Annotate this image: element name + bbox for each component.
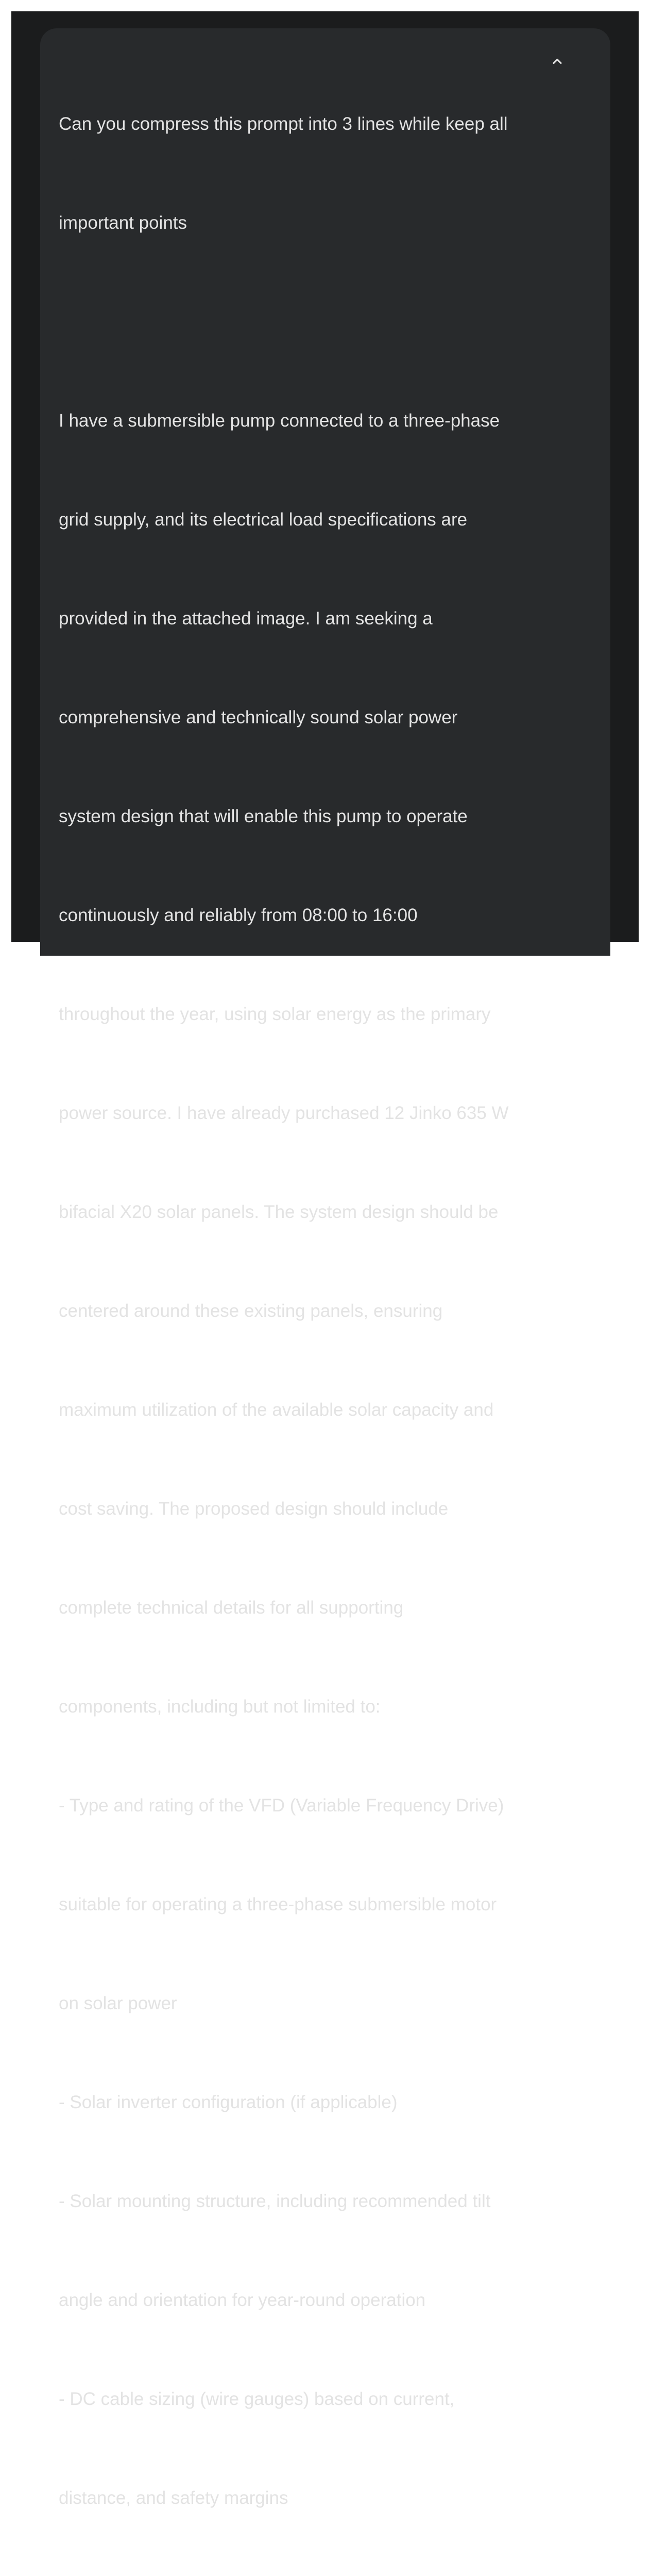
- message-line: distance, and safety margins: [59, 2488, 288, 2508]
- message-line: cost saving. The proposed design should include: [59, 1499, 449, 1519]
- message-line: important points: [59, 213, 187, 233]
- message-line: maximum utilization of the available solar capacity and: [59, 1400, 494, 1420]
- message-line: throughout the year, using solar energy as the primary: [59, 1004, 491, 1024]
- chat-window: [11, 11, 639, 2508]
- message-line: centered around these existing panels, ensuring: [59, 1301, 443, 1321]
- message-line: comprehensive and technically sound solar power: [59, 707, 458, 727]
- message-line: provided in the attached image. I am seeking a: [59, 608, 433, 629]
- message-line: - Solar mounting structure, including recommended tilt: [59, 2191, 491, 2211]
- user-message-bubble: [40, 28, 610, 2508]
- message-line: angle and orientation for year-round operation: [59, 2290, 426, 2310]
- message-line: bifacial X20 solar panels. The system design should be: [59, 1202, 499, 1222]
- message-line: components, including but not limited to:: [59, 1697, 381, 1717]
- message-line: I have a submersible pump connected to a three-phase: [59, 411, 500, 431]
- message-line: grid supply, and its electrical load specifications are: [59, 510, 468, 530]
- message-line: [59, 306, 538, 338]
- message-line: - Solar inverter configuration (if applicable): [59, 2092, 398, 2112]
- message-line: complete technical details for all supporting: [59, 1598, 404, 1618]
- message-line: suitable for operating a three-phase submersible motor: [59, 1894, 497, 1914]
- message-line: Can you compress this prompt into 3 lines while keep all: [59, 114, 508, 134]
- message-line: - DC cable sizing (wire gauges) based on current,: [59, 2389, 455, 2409]
- message-line: continuously and reliably from 08:00 to 16:00: [59, 905, 418, 925]
- chevron-up-icon: [550, 54, 565, 69]
- message-line: system design that will enable this pump to operate: [59, 806, 468, 826]
- collapse-message-button[interactable]: [545, 49, 570, 74]
- user-message-text: [59, 42, 538, 2576]
- message-line: power source. I have already purchased 12 Jinko 635 W: [59, 1103, 509, 1123]
- message-line: - Type and rating of the VFD (Variable Frequency Drive): [59, 1795, 504, 1816]
- message-line: on solar power: [59, 1993, 177, 2013]
